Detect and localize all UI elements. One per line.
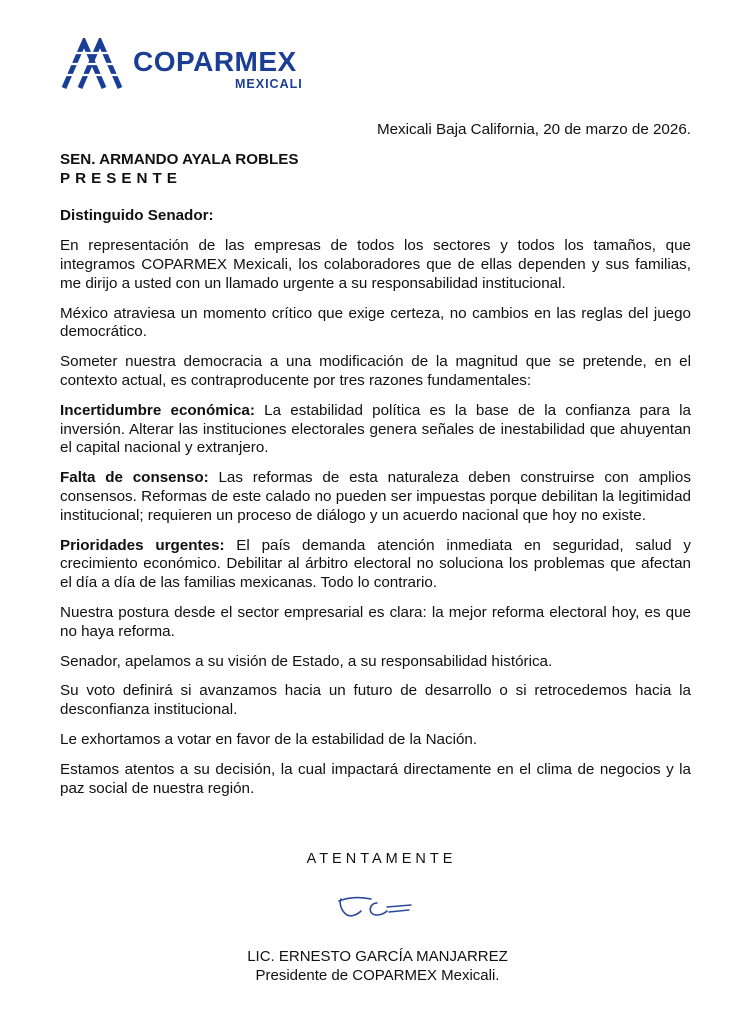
coparmex-logo [60,38,320,94]
brand-name: COPARMEX [133,46,297,77]
letter-body [60,121,691,809]
signer-block [0,947,747,985]
signature-icon [335,893,415,923]
brand-subname: MEXICALI [235,77,303,91]
coparmex-emblem-icon [60,38,124,90]
paragraph-4-text: La estabilidad política es la base de la confianza para la inversión. Alterar las instituciones electorales genera señales de inestabilidad que ahuyentan el capital nacional y extranjero. [60,401,691,457]
date-line: Mexicali Baja California, 20 de marzo de 2026. [376,121,691,138]
paragraph-4-title: Incertidumbre económica: [60,401,255,419]
paragraph-10: Le exhortamos a votar en favor de la estabilidad de la Nación. [60,730,478,748]
paragraph-9: Su voto definirá si avanzamos hacia un futuro de desarrollo o si retrocedemos hacia la desconfianza institucional. [60,682,691,719]
signature-image [335,893,415,928]
paragraph-11: Estamos atentos a su decisión, la cual impactará directamente en el clima de negocios y la paz social de nuestra región. [60,760,691,797]
paragraph-4 [60,402,691,458]
salutation: Distinguido Senador: [60,207,214,225]
paragraph-5-title: Falta de consenso: [60,469,209,487]
paragraph-6-text: El país demanda atención inmediata en seguridad, salud y crecimiento económico. Debilitar al árbitro electoral no soluciona los problemas que afectan el día a día de las familias mexicanas. Todo lo contrario. [60,536,691,592]
signer-title: Presidente de COPARMEX Mexicali. [255,967,500,984]
paragraph-2: México atraviesa un momento crítico que exige certeza, no cambios en las reglas del juego democrático. [60,304,691,341]
paragraph-7: Nuestra postura desde el sector empresarial es clara: la mejor reforma electoral hoy, es que no haya reforma. [60,603,691,640]
paragraph-5 [60,469,691,525]
paragraph-8: Senador, apelamos a su visión de Estado, a su responsabilidad histórica. [60,652,553,670]
closing: ATENTAMENTE [306,851,457,867]
paragraph-6 [60,537,691,593]
recipient-name: SEN. ARMANDO AYALA ROBLES [60,150,299,168]
paragraph-1: En representación de las empresas de todos los sectores y todos los tamaños, que integramos COPARMEX Mexicali, los colaboradores que de ellas dependen y sus familias, me dirijo a usted con un llamado urgente a su responsabilidad institucional. [60,237,691,292]
recipient-presente: PRESENTE [60,169,182,187]
paragraph-5-text: Las reformas de esta naturaleza deben construirse con amplios consensos. Reformas de este calado no pueden ser impuestas porque debilitan la legitimidad institucional; requieren un proceso de diálogo y un acuerdo nacional que hoy no existe. [60,469,691,524]
signer-name: LIC. ERNESTO GARCÍA MANJARREZ [247,948,508,965]
paragraph-3: Someter nuestra democracia a una modificación de la magnitud que se pretende, en el contexto actual, es contraproducente por tres razones fundamentales: [60,353,691,389]
paragraph-6-title: Prioridades urgentes: [60,536,225,554]
